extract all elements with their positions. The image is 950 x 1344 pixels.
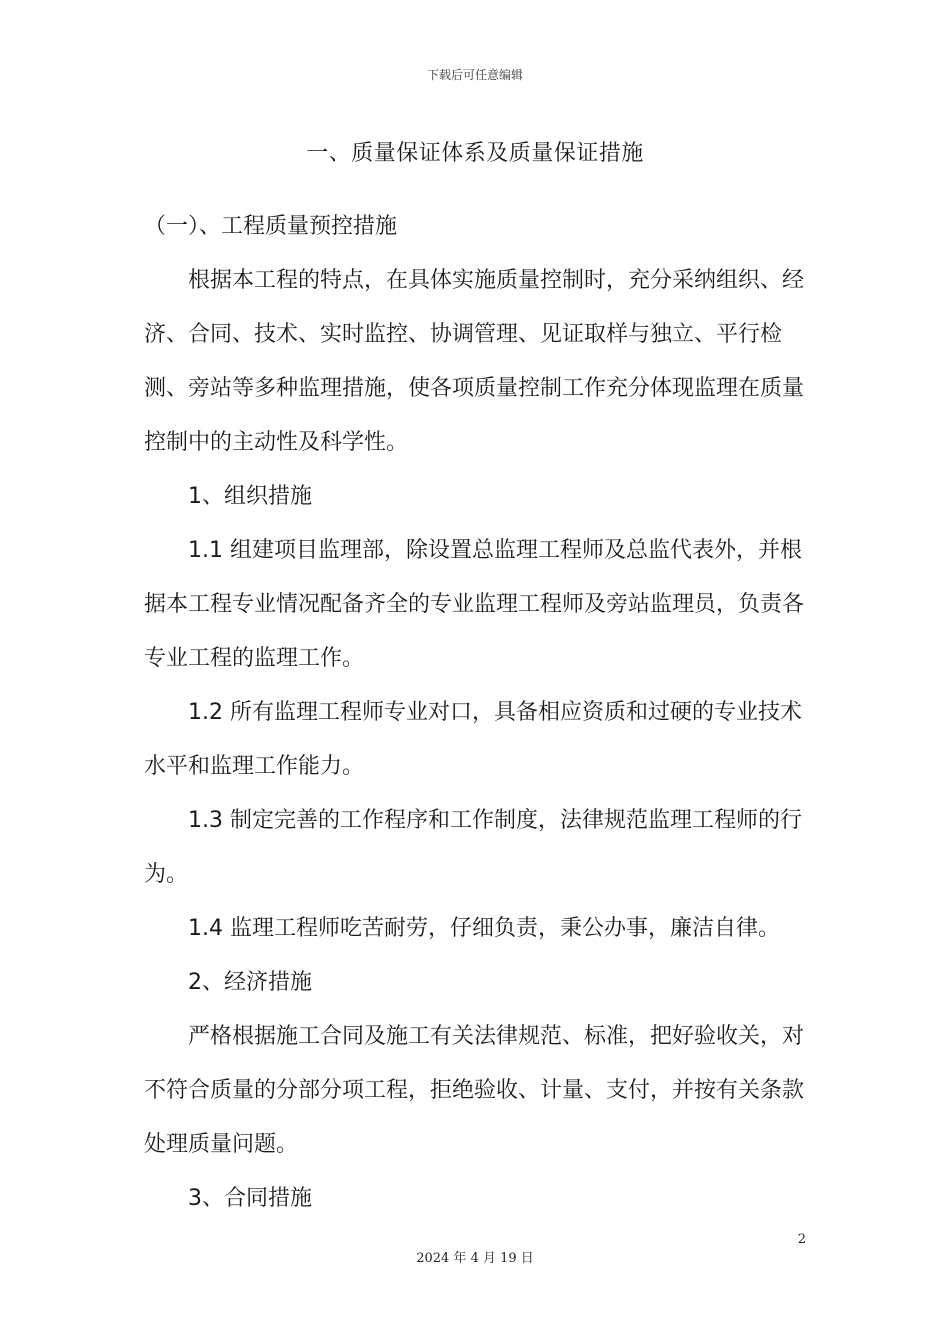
subheading-organization: 1、组织措施 bbox=[188, 484, 312, 509]
page-number: 2 bbox=[797, 1232, 806, 1247]
subheading-contract: 3、合同措施 bbox=[188, 1186, 312, 1211]
paragraph-intro: 根据本工程的特点，在具体实施质量控制时，充分采纳组织、经济、合同、技术、实时监控、协调管理、见证取样与独立、平行检测、旁站等多种监理措施，使各项质量控制工作充分体现监理在质量控制中的主动性及科学性。 bbox=[144, 268, 805, 455]
paragraph-1-1: 1.1 组建项目监理部，除设置总监理工程师及总监代表外，并根据本工程专业情况配备齐全的专业监理工程师及旁站监理员，负责各专业工程的监理工作。 bbox=[144, 538, 805, 671]
paragraph-1-4: 1.4 监理工程师吃苦耐劳，仔细负责，秉公办事，廉洁自律。 bbox=[188, 916, 780, 941]
footer-date: 2024 年 4 月 19 日 bbox=[416, 1251, 534, 1266]
paragraph-economic: 严格根据施工合同及施工有关法律规范、标准，把好验收关，对不符合质量的分部分项工程，拒绝验收、计量、支付，并按有关条款处理质量问题。 bbox=[144, 1024, 805, 1157]
section-heading: （一）、工程质量预控措施 bbox=[144, 214, 398, 239]
document-title: 一、质量保证体系及质量保证措施 bbox=[306, 141, 644, 166]
header-note: 下载后可任意编辑 bbox=[426, 68, 523, 82]
paragraph-1-2: 1.2 所有监理工程师专业对口，具备相应资质和过硬的专业技术水平和监理工作能力。 bbox=[144, 700, 802, 779]
paragraph-1-3: 1.3 制定完善的工作程序和工作制度，法律规范监理工程师的行为。 bbox=[144, 808, 802, 887]
document-body bbox=[144, 200, 820, 1226]
subheading-economic: 2、经济措施 bbox=[188, 970, 312, 995]
